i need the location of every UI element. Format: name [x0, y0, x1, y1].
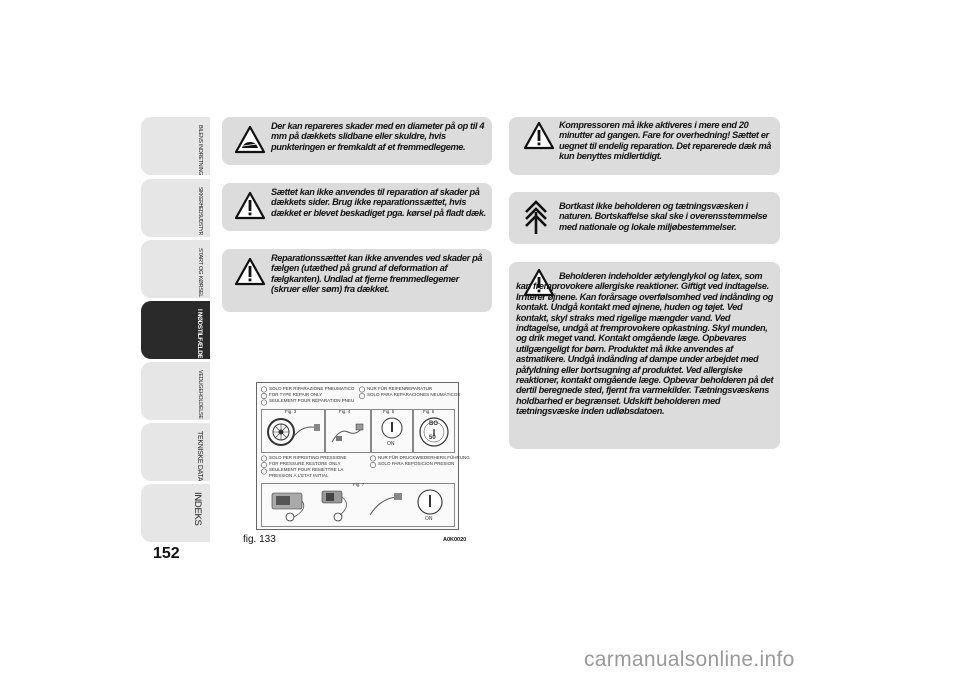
sidebar-tab-label: TEKNISKE DATA — [196, 431, 203, 481]
gauge-top-label: BO — [429, 421, 438, 427]
power-switch-icon — [380, 416, 404, 440]
sidebar-tab-label: BILENS INDRETNING — [197, 125, 203, 175]
note-text: Kompressoren må ikke aktiveres i mere end 20 minutter ad gangen. Fare for overhedning! Sættet er uegnet til endelig reparation. Det reparerede dæk må kun benyttes midlertidigt. — [559, 120, 772, 162]
note-box-sealant-safety — [509, 262, 780, 449]
sidebar-tab-indeks[interactable] — [141, 484, 210, 542]
valve-connection-icon — [366, 489, 406, 523]
sidebar-tab-vedligeholdelse[interactable] — [141, 362, 210, 420]
sidebar-tab-label: START OG KØRSEL — [197, 248, 203, 298]
sidebar-tab-start-og-korsel[interactable] — [141, 240, 210, 298]
sidebar-tab-label: VEDLIGEHOLDELSE — [197, 370, 203, 419]
sidebar-tab-sikkerhedsudstyr[interactable] — [141, 179, 210, 237]
compressor-icon — [268, 489, 312, 523]
on-label: ON — [425, 516, 433, 522]
figure-circle-bullets-icon — [358, 386, 366, 400]
hose-icon — [292, 420, 322, 444]
figure-label: FOR PRESSURE RESTORE ONLY — [269, 461, 341, 466]
figure-label: SEULEMENT POUR RÉPARATION PNEU — [269, 398, 355, 403]
note-text: Bortkast ikke beholderen og tætningsvæsken i naturen. Bortskaffelse skal ske i overensstemmelse med nationale og lokale miljøbestemmelser. — [559, 201, 768, 232]
warning-triangle-icon — [234, 191, 266, 221]
figure-caption: fig. 133 — [243, 534, 276, 545]
figure-panel-7 — [261, 483, 455, 527]
figure-label: PRESSION À L'ETAT INITIAL — [269, 473, 329, 478]
sidebar-tab-bilens-indretning[interactable] — [141, 117, 210, 175]
figure-panel-6 — [413, 409, 455, 453]
warning-triangle-icon — [523, 121, 555, 151]
valve-icon — [330, 418, 366, 448]
warning-triangle-icon — [234, 257, 266, 287]
figure-panel-title: Fig. 6 — [423, 409, 435, 414]
note-text: Beholderen indeholder ætylenglykol og latex, som kan fremprovokere allergiske reaktioner. Giftigt ved indtagelse. Irriterer øjnene. Kan forårsage overfølsomhed ved indånding og kontakt. Undgå kontakt med øjnene, huden og tøjet. Ved kontakt, skyl straks med rigelige mængder vand. Ved indtagelse, undgå at fremprovokere opkastning. Skyl munden, og drik meget vand. Kontakt omgående læge. Opbevares utilgængeligt for børn. Produktet må ikke anvendes af astmatikere. Undgå indånding af dampe under arbejdet med påfyldning eller bortsugning af produktet. Ved allergiske reaktioner, kontakt omgående læge. Opbevar beholderen på det dertil beregnede sted, fjernt fra varmekilder. Tætningsvæskens holdbarhed er begrænset. Udskift beholderen med tætningsvæske inden udløbsdatoen. — [516, 271, 774, 417]
watermark: carmanualsonline.info — [584, 648, 795, 671]
note-box-compressor — [509, 117, 780, 175]
note-box-sidewall — [222, 183, 492, 231]
figure-panel-title: Fig. 7 — [353, 482, 365, 487]
recycle-arrows-icon — [523, 198, 549, 238]
figure-code: A0K0020 — [443, 537, 467, 543]
page-number: 152 — [153, 545, 180, 562]
note-box-damage-size — [222, 117, 492, 165]
figure-label: SOLO PARA REPARACIONES NEUMÁTICOS — [367, 392, 461, 397]
sidebar-tab-i-nodstilfaelde[interactable] — [141, 301, 210, 359]
note-text: Der kan repareres skader med en diameter på op til 4 mm på dækkets slidbane eller skuldre, hvis punkteringen er fremkaldt af et fremmedlegeme. — [271, 121, 485, 152]
sidebar-tab-tekniske-data[interactable] — [141, 423, 210, 481]
note-box-rim-damage — [222, 249, 492, 312]
figure-label: NUR FÜR REIFENREPARATUR — [367, 386, 433, 391]
note-text: Sættet kan ikke anvendes til reparation af skader på dækkets sider. Brug ikke reparationssættet, hvis dækket er blevet beskadiget pga. kørsel på fladt dæk. — [271, 187, 486, 218]
power-switch-icon — [416, 488, 444, 516]
gauge-bottom-label: 50 — [429, 435, 436, 441]
figure-label: NUR FÜR DRUCKWIEDERHERS.FÜHRUNG — [378, 455, 470, 460]
figure-panel-title: Fig. 3 — [285, 409, 297, 414]
figure-panel-title: Fig. 5 — [383, 409, 395, 414]
figure-label: SOLO PER RIPRISTINO PRESSIONE — [269, 455, 347, 460]
figure-label: SOLO PER RIPARAZIONE PNEUMATICO — [269, 386, 355, 391]
figure-label: SEULEMENT POUR REMETTRE LA — [269, 467, 344, 472]
figure-panel-3 — [261, 409, 325, 453]
figure-label: FOR TYPE REPAIR ONLY — [269, 392, 323, 397]
figure-circle-bullets-icon — [369, 455, 377, 469]
sidebar-tab-label: SIKKERHEDSUDSTYR — [197, 187, 203, 235]
sidebar-tab-label: I NØDSTILFÆLDE — [196, 309, 203, 359]
on-label: ON — [387, 441, 395, 447]
hose-connector-icon — [318, 489, 362, 523]
figure-circle-bullets-icon — [260, 455, 268, 475]
car-damage-icon — [234, 125, 266, 155]
note-box-disposal — [509, 192, 780, 244]
repair-kit-figure — [256, 382, 470, 530]
sidebar-tab-label: INDEKS — [192, 492, 203, 526]
figure-panel-5 — [371, 409, 413, 453]
note-text: Reparationssættet kan ikke anvendes ved skader på fælgen (utæthed på grund af deformation af fælgkanten). Undlad at fjerne fremmedlegemer (skruer eller søm) fra dækket. — [271, 253, 483, 295]
figure-label: SOLO PARA REPOSICION PRESION — [378, 461, 455, 466]
figure-circle-bullets-icon — [260, 386, 268, 408]
figure-panel-title: Fig. 4 — [339, 409, 351, 414]
figure-panel-4 — [325, 409, 371, 453]
